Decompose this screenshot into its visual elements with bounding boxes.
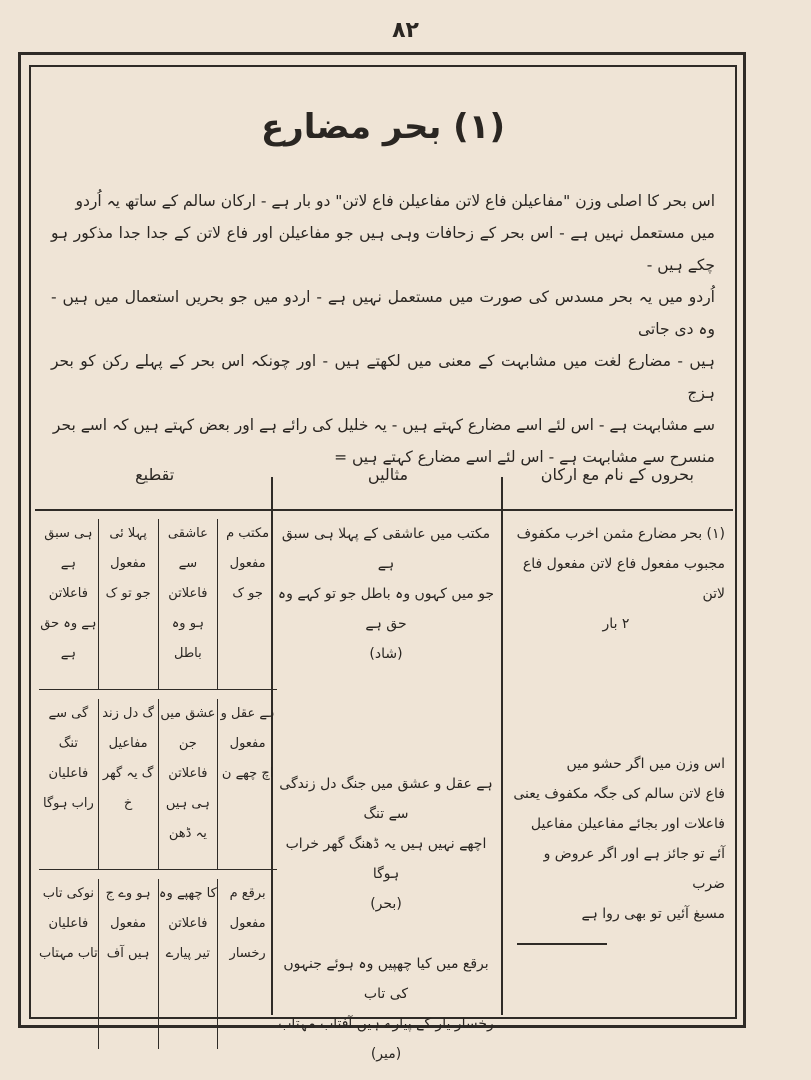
example-poet: (شاد) — [369, 646, 403, 662]
header-examples: مثالیں — [367, 465, 409, 484]
taqti-block — [39, 699, 277, 870]
names-column — [507, 519, 725, 945]
example-poet: (میر) — [370, 1046, 402, 1062]
taqti-cell: ہی سبق ہے فاعلاتن ہے وہ حق ہے — [40, 526, 97, 661]
example-line: اچھے نہیں ہیں یہ ڈھنگ گھر خراب ہوگا — [285, 836, 487, 882]
intro-line: ہیں - مضارع لغت میں مشابہت کے معنی میں لکھتے ہیں - اور چونکہ اس بحر کے پہلے رکن کو بحر ہزج — [51, 352, 715, 402]
example-line: جو میں کہوں وہ باطل جو تو کہے وہ حق ہے — [277, 586, 495, 632]
intro-line: اس بحر کا اصلی وزن "مفاعیلن فاع لاتن مفاعیلن فاع لاتن" دو بار ہے - ارکان سالم کے ساتھ یہ اُردو — [75, 192, 715, 210]
column-divider — [501, 477, 503, 1015]
header-divider — [35, 509, 733, 511]
note-line: اس وزن میں اگر حشو میں — [566, 756, 725, 772]
name-line: مجبوب مفعول فاع لاتن مفعول فاع لاتن — [522, 556, 725, 602]
short-divider — [517, 943, 607, 945]
example-line: مکتب میں عاشقی کے پہلا ہی سبق ہے — [281, 526, 491, 572]
taqti-cell: عاشقی سے فاعلاتن ہو وہ باطل — [158, 519, 218, 689]
examples-column — [275, 519, 497, 1069]
taqti-cell: عشق میں جن فاعلاتن ہی ہیں یہ ڈھن — [158, 699, 218, 869]
note-line: فاع لاتن سالم کی جگہ مکفوف یعنی — [513, 786, 725, 802]
intro-line: منسرح سے مشابہت ہے - اس لئے اسے مضارع کہتے ہیں = — [334, 448, 715, 466]
taqti-cell: ہے عقل و مفعول اچ چھے ن — [217, 699, 277, 869]
header-taqti: تقطیع — [135, 465, 175, 484]
taqti-cell: گ دل زند مفاعیل گ یہ گھر خ — [98, 699, 158, 869]
example-line: رخسار یار کے پیارے ہیں آفتاب مہتاب — [278, 1016, 494, 1032]
note-line: فاعلات اور بجائے مفاعیلن مفاعیل — [530, 816, 725, 832]
taqti-cell: پہلا ئی مفعول جو تو ک — [98, 519, 158, 689]
intro-line: اُردو میں یہ بحر مسدس کی صورت میں مستعمل نہیں ہے - اردو میں جو بحریں استعمال میں ہیں - وہ دی جاتی — [51, 288, 715, 338]
intro-paragraph — [51, 185, 715, 473]
example-line: ہے عقل و عشق میں جنگ دل زندگی سے تنگ — [279, 776, 493, 822]
page-number: ۸۲ — [392, 18, 419, 43]
taqti-cell: نوکی تاب فاعلیان تاب مہتاب — [39, 886, 98, 961]
intro-line: سے مشابہت ہے - اس لئے اسے مضارع کہتے ہیں - یہ خلیل کی رائے ہے اور بعض کہتے ہیں کہ اسے بحر — [52, 416, 715, 434]
meter-table — [35, 459, 733, 1062]
taqti-column — [39, 519, 277, 1007]
taqti-cell: ہو وے ج مفعول ہیں آف — [98, 879, 158, 1049]
section-heading: (۱) بحر مضارع — [260, 107, 506, 147]
table-header-row — [35, 459, 733, 503]
name-line: ۲ بار — [602, 616, 630, 632]
taqti-cell: کا چھپے وہ فاعلاتن تیر پیارے — [158, 879, 218, 1049]
taqti-block — [39, 879, 277, 1049]
taqti-cell: برقع م مفعول رخسار — [217, 879, 277, 1049]
taqti-cell: گی سے تنگ فاعلیان راب ہوگا — [43, 706, 94, 811]
header-names: بحروں کے نام مع ارکان — [540, 465, 694, 484]
taqti-block — [39, 519, 277, 690]
example-poet: (بحر) — [370, 896, 402, 912]
name-line: (۱) بحر مضارع مثمن اخرب مکفوف — [516, 526, 725, 542]
note-line: آئے تو جائز ہے اور اگر عروض و ضرب — [543, 846, 725, 892]
content-frame — [29, 65, 737, 1062]
intro-line: میں مستعمل نہیں ہے - اس بحر کے زحافات وہی ہیں جو مفاعیلن اور فاع لاتن کے جدا جدا مذکور ہو چکے ہیں - — [51, 224, 715, 274]
example-line: برقع میں کیا چھپیں وہ ہوئے جنہوں کی تاب — [283, 956, 489, 1002]
note-line: مسبغ آئیں تو بھی روا ہے — [581, 906, 725, 922]
taqti-cell: مکتب م مفعول جو ک — [217, 519, 277, 689]
page-border — [18, 52, 746, 1062]
